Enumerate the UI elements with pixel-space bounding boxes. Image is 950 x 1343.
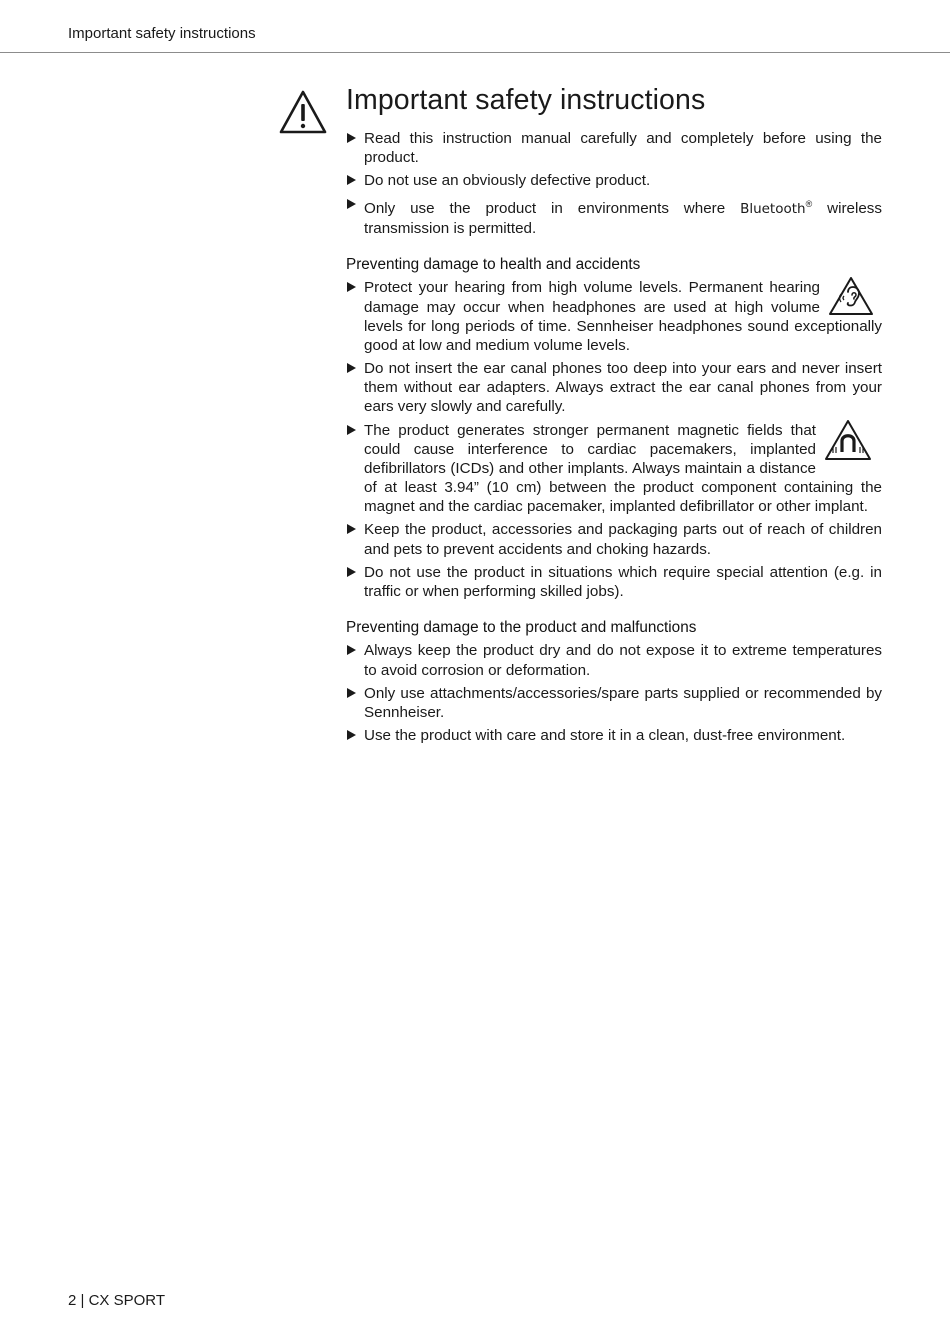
list-item: Do not use the product in situations which require special attention (e.g. in traffic or when performing skilled jobs). — [346, 563, 882, 601]
list-item: Read this instruction manual carefully and completely before using the product. — [346, 129, 882, 167]
hearing-damage-icon — [828, 276, 874, 316]
list-item: Keep the product, accessories and packaging parts out of reach of children and pets to prevent accidents and choking hazards. — [346, 520, 882, 558]
intro-list — [346, 129, 882, 238]
list-item — [346, 195, 882, 238]
item-text: Protect your hearing from high volume levels. Permanent hearing damage may occur when headphones are used at high volume levels for long periods of time. Sennheiser headphones sound exceptionally good at low and medium volume levels. — [364, 279, 882, 354]
item-text: wireless transmission is permitted. — [364, 199, 882, 238]
header-divider — [0, 52, 950, 53]
list-item: Always keep the product dry and do not expose it to extreme temperatures to avoid corrosion or deformation. — [346, 641, 882, 679]
warning-triangle-icon — [278, 89, 328, 135]
running-header: Important safety instructions — [68, 25, 256, 42]
health-list — [346, 278, 882, 601]
section-heading-health: Preventing damage to health and accidents — [346, 256, 641, 274]
item-text: The product generates stronger permanent magnetic fields that could cause interference to cardiac pacemakers, implanted defibrillators (ICDs) and other implants. Always maintain a distance of at least 3.94” (10 cm) between the product component containing the magnet and the cardiac pacemaker, implanted defibrillator or other implant. — [364, 421, 882, 516]
list-item: Do not use an obviously defective product. — [346, 171, 882, 190]
item-text: Only use the product in environments where — [364, 199, 741, 217]
list-item: Do not insert the ear canal phones too deep into your ears and never insert them without ear adapters. Always extract the ear canal phones from your ears very slowly and carefully. — [346, 359, 882, 416]
main-content — [346, 84, 882, 750]
list-item — [346, 421, 882, 516]
list-item: Only use attachments/accessories/spare parts supplied or recommended by Sennheiser. — [346, 684, 882, 722]
registered-mark: ® — [805, 198, 813, 209]
magnetic-field-icon — [824, 419, 872, 461]
bluetooth-wordmark: Bluetooth — [740, 200, 806, 217]
page-footer: 2 | CX SPORT — [68, 1292, 165, 1309]
section-heading-product: Preventing damage to the product and malfunctions — [346, 619, 697, 637]
product-list — [346, 641, 882, 745]
list-item: Use the product with care and store it in a clean, dust-free environment. — [346, 726, 882, 745]
list-item — [346, 278, 882, 354]
page-title: Important safety instructions — [346, 84, 706, 116]
